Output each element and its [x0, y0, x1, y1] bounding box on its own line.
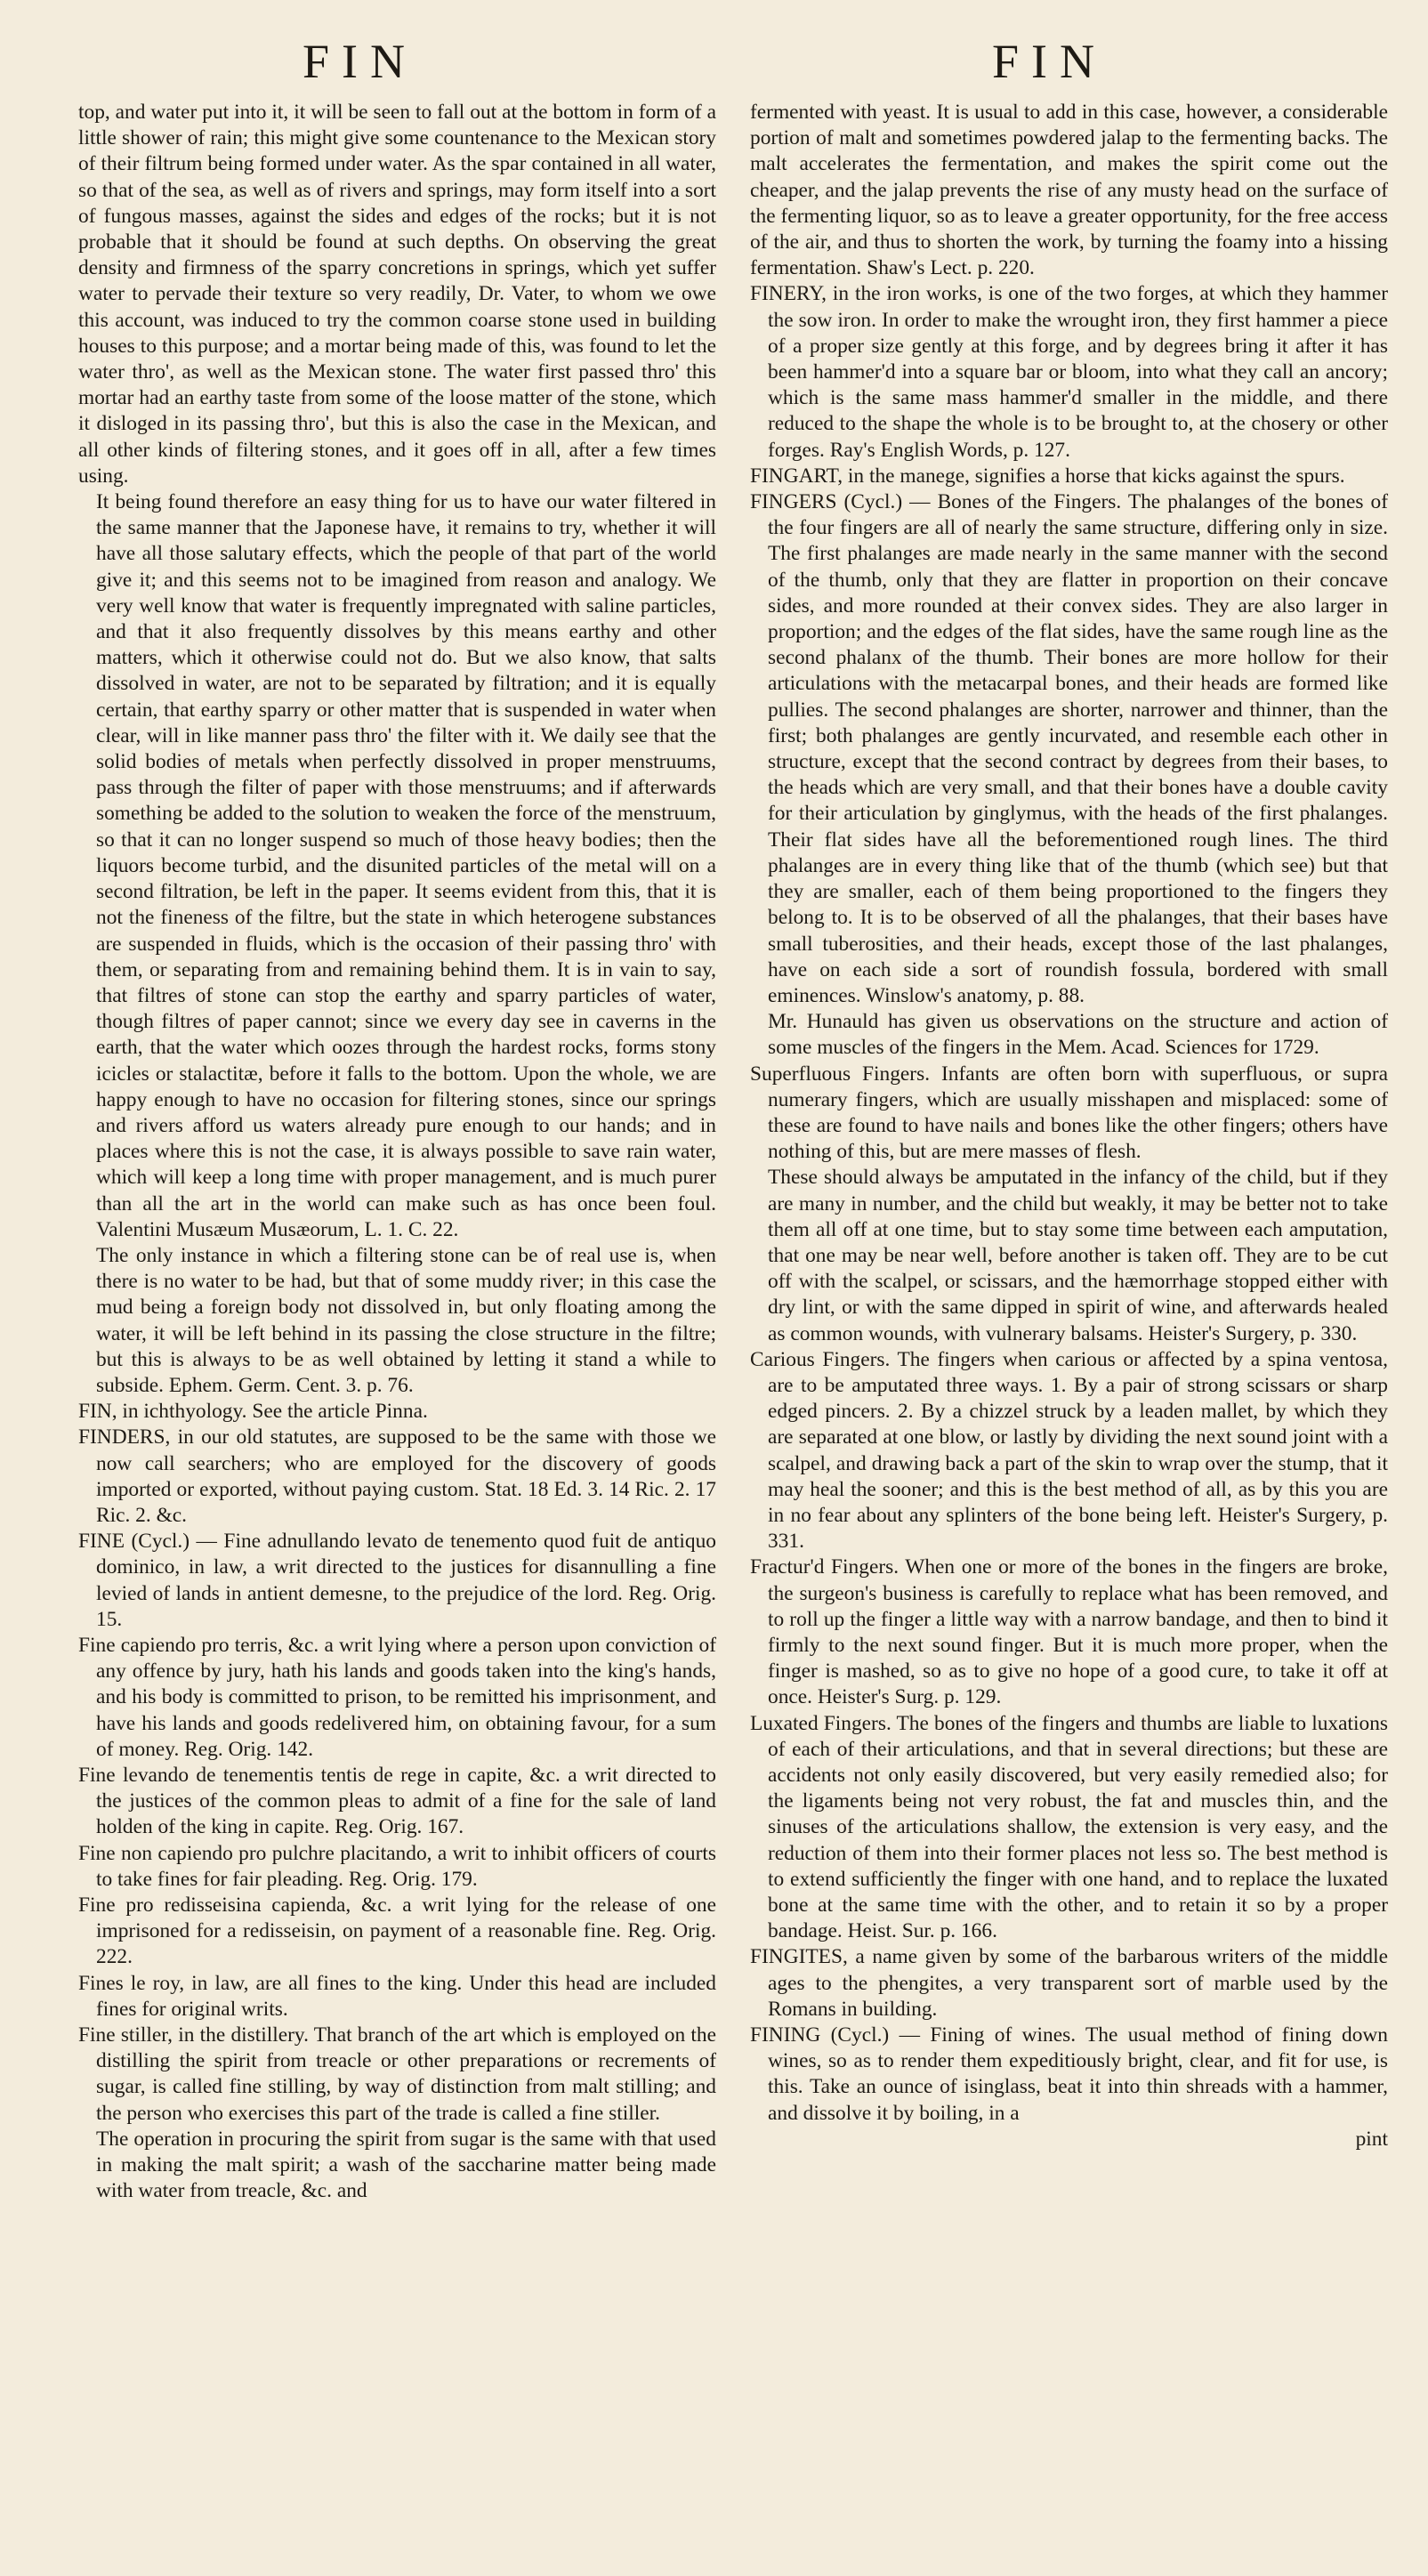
paragraph-entry: Fine stiller, in the distillery. That branch of the art which is employed on the distilling the spirit from treacle or other preparations or recrements of sugar, is called fine stilling, by way of distinction from malt stilling; and the person who exercises this part of the trade is called a fine stiller. [78, 2023, 716, 2125]
paragraph-entry: Fines le roy, in law, are all fines to the king. Under this head are included fines for original writs. [78, 1971, 716, 2021]
running-head-right: FIN [992, 35, 1108, 88]
paragraph-entry: Fine levando de tenementis tentis de rege in capite, &c. a writ directed to the justices of the common pleas to admit of a fine for the sale of land holden of the king in capite. Reg. Orig. 167. [78, 1764, 716, 1839]
paragraph-entry: Fractur'd Fingers. When one or more of the bones in the fingers are broke, the surgeon's business is carefully to replace what has been removed, and to roll up the finger a little way with a narrow bandage, and then to bind it firmly to the next sound finger. But it is much more proper, when the finger is mashed, so as to give no hope of a good cure, to take it off at once. Heister's Surg. p. 129. [750, 1555, 1388, 1709]
paragraph-entry: Fine pro redisseisina capienda, &c. a writ lying for the release of one imprisoned for a redisseisin, on payment of a reasonable fine. Reg. Orig. 222. [78, 1894, 716, 1969]
paragraph-entry: FINGERS (Cycl.) — Bones of the Fingers. The phalanges of the bones of the four fingers are all of nearly the same structure, differing only in size. The first phalanges are made nearly in the same manner with the second of the thumb, only that they are flatter in proportion on their concave sides, and more rounded at their convex sides. They are also larger in proportion; and the edges of the flat sides, have the same rough line as the second phalanx of the thumb. Their bones are more hollow for their articulations with the metacarpal bones, and their heads are formed like pullies. The second phalanges are shorter, narrower and thinner, than the first; both phalanges are gently incurvated, and resemble each other in structure, except that the second contract by degrees from their bases, to the heads which are very small, and that their bones have a double cavity for their articulation by ginglymus, with the heads of the first phalanges. Their flat sides have all the beforementioned rough lines. The third phalanges are in every thing like that of the thumb (which see) but that they are smaller, each of them being proportioned to the fingers they belong to. It is to be observed of all the phalanges, that their bases have small tuberosities, and their heads, except those of the last phalanges, have on each side a sort of roundish fossula, bordered with small eminences. Winslow's anatomy, p. 88. [750, 490, 1388, 1007]
paragraph-entry: Luxated Fingers. The bones of the fingers and thumbs are liable to luxations of each of their articulations, and that in several directions; but these are accidents not only easily discovered, but very easily remedied also; for the ligaments being not very robust, the fat and muscles thin, and the sinuses of the articulations shallow, the extension is very easy, and the reduction of them into their former places not less so. The best method is to extend sufficiently the finger with one hand, and to replace the luxated bone at the same time with the other, and to retain it so by a proper bandage. Heist. Sur. p. 166. [750, 1711, 1388, 1943]
paragraph-para: Mr. Hunauld has given us observations on the structure and action of some muscles of the fingers in the Mem. Acad. Sciences for 1729. [768, 1010, 1388, 1060]
paragraph-para: It being found therefore an easy thing for us to have our water filtered in the same manner that the Japonese have, it remains to try, whether it will have all those salutary effects, which the people of that part of the world give it; and this seems not to be imagined from reason and analogy. We very well know that water is frequently impregnated with saline particles, and that it also frequently dissolves by this means earthy and other matters, which it otherwise could not do. But we also know, that salts dissolved in water, are not to be separated by filtration; and it is equally certain, that earthy sparry or other matter that is suspended in water when clear, will in like manner pass thro' the filter with it. We daily see that the solid bodies of metals when perfectly dissolved in proper menstruums, pass through the filter of paper with those menstruums; and if afterwards something be added to the solution to weaken the force of the menstruum, so that it can no longer suspend so much of those heavy bodies; then the liquors become turbid, and the disunited particles of the metal will on a second filtration, be left in the paper. It seems evident from this, that it is not the fineness of the filtre, but the state in which heterogene substances are suspended in fluids, which is the occasion of their passing thro' with them, or separating from and remaining behind them. It is in vain to say, that filtres of stone can stop the earthy and sparry particles of water, though filtres of paper cannot; since we every day see in caverns in the earth, that the water which oozes through the hardest rocks, forms stony icicles or stalactitæ, before it falls to the bottom. Upon the whole, we are happy enough to have no occasion for filtering stones, since our springs and rivers afford us waters already pure enough to our hands; and in places where this is not the case, it is always possible to save rain water, which will keep a long time with proper management, and is much purer than all the art in the world can make such as has once been foul. Valentini Musæum Musæorum, L. 1. C. 22. [96, 490, 716, 1241]
paragraph-entry: Superfluous Fingers. Infants are often born with superfluous, or supra numerary fingers, which are usually misshapen and misplaced: some of these are found to have nails and bones like the other fingers; others have nothing of this, but are mere masses of flesh. [750, 1062, 1388, 1164]
text-columns [78, 100, 1388, 2204]
paragraph-cont: top, and water put into it, it will be seen to fall out at the bottom in form of a little shower of rain; this might give some countenance to the Mexican story of their filtrum being formed under water. As the spar contained in all water, so that of the sea, as well as of rivers and springs, may form itself into a sort of fungous masses, against the sides and edges of the rocks; but it is not probable that it should be found at such depths. On observing the great density and firmness of the sparry concretions in springs, which yet suffer water to pervade their texture so very readily, Dr. Vater, to whom we owe this account, was induced to try the common coarse stone used in building houses to this purpose; and a mortar being made of this, was found to let the water thro', as well as the Mexican stone. The water first passed thro' this mortar had an earthy taste from some of the loose matter of the stone, which it disloged in its passing thro', but this is also the case in the Mexican, and all other kinds of filtering stones, and it goes off in all, after a few times using. [78, 101, 716, 488]
paragraph-entry: FINE (Cycl.) — Fine adnullando levato de tenemento quod fuit de antiquo dominico, in law, a writ directed to the justices for disannulling a fine levied of lands in antient demesne, to the prejudice of the lord. Reg. Orig. 15. [78, 1530, 716, 1631]
paragraph-entry: FINERY, in the iron works, is one of the two forges, at which they hammer the sow iron. In order to make the wrought iron, they first hammer a piece of a proper size gently at this forge, and by degrees bring it after it has been hammer'd into a square bar or bloom, into what they call an ancory; which is the same mass hammer'd smaller in the middle, and there reduced to the shape the whole is to be brought to, at the chosery or other forges. Ray's English Words, p. 127. [750, 282, 1388, 462]
paragraph-entry: FINING (Cycl.) — Fining of wines. The usual method of fining down wines, so as to render them expeditiously bright, clear, and fit for use, is this. Take an ounce of isinglass, beat it into thin shreads with a hammer, and dissolve it by boiling, in a [750, 2023, 1388, 2125]
running-headers [0, 34, 1428, 96]
paragraph-para: These should always be amputated in the infancy of the child, but if they are many in number, and the child but weakly, it may be better not to take them all off at one time, but to stay some time between each amputation, that one may be near well, before another is taken off. They are to be cut off with the scalpel, or scissars, and the hæmorrhage stopped either with dry lint, or with the same dipped in spirit of wine, and afterwards healed as common wounds, with vulnerary balsams. Heister's Surgery, p. 330. [768, 1166, 1388, 1345]
running-head-left: FIN [303, 35, 418, 88]
paragraph-catch: pint [1355, 2127, 1388, 2151]
paragraph-entry: FIN, in ichthyology. See the article Pinna. [78, 1400, 428, 1424]
paragraph-entry: FINGART, in the manege, signifies a horse that kicks against the spurs. [750, 464, 1345, 488]
paragraph-para: The operation in procuring the spirit from sugar is the same with that used in making the malt spirit; a wash of the saccharine matter being made with water from treacle, &c. and [96, 2127, 716, 2203]
paragraph-entry: Fine non capiendo pro pulchre placitando, a writ to inhibit officers of courts to take fines for fair pleading. Reg. Orig. 179. [78, 1841, 716, 1891]
left-column [78, 100, 716, 2204]
paragraph-entry: Fine capiendo pro terris, &c. a writ lying where a person upon conviction of any offence by jury, hath his lands and goods taken into the king's hands, and his body is committed to prison, to be remitted his imprisonment, and have his lands and goods redelivered him, on obtaining favour, for a sum of money. Reg. Orig. 142. [78, 1633, 716, 1761]
paragraph-entry: FINGITES, a name given by some of the barbarous writers of the middle ages to the phengites, a very transparent sort of marble used by the Romans in building. [750, 1945, 1388, 2021]
paragraph-cont: fermented with yeast. It is usual to add in this case, however, a considerable portion of malt and sometimes powdered jalap to the fermenting backs. The malt accelerates the fermentation, and makes the spirit come out the cheaper, and the jalap prevents the rise of any musty head on the surface of the fermenting liquor, so as to leave a greater opportunity, for the free access of the air, and thus to shorten the work, by turning the foamy into a hissing fermentation. Shaw's Lect. p. 220. [750, 101, 1388, 280]
right-column [750, 100, 1388, 2204]
paragraph-entry: FINDERS, in our old statutes, are supposed to be the same with those we now call searchers; who are employed for the discovery of goods imported or exported, without paying custom. Stat. 18 Ed. 3. 14 Ric. 2. 17 Ric. 2. &c. [78, 1425, 716, 1527]
paragraph-para: The only instance in which a filtering stone can be of real use is, when there is no water to be had, but that of some muddy river; in this case the mud being a foreign body not dissolved in, but only floating among the water, it will be left behind in its passing the close structure in the filtre; but this is always to be as well obtained by letting it stand a while to subside. Ephem. Germ. Cent. 3. p. 76. [96, 1243, 716, 1397]
paragraph-entry: Carious Fingers. The fingers when carious or affected by a spina ventosa, are to be amputated three ways. 1. By a pair of strong scissars or sharp edged pincers. 2. By a chizzel struck by a leaden mallet, by which they are separated at one blow, or lastly by dividing the next sound joint with a scalpel, and drawing back a part of the skin to wrap over the stump, that it may heal the sooner; and this is the best method of all, as by this you are in no fear about any splinters of the bone being left. Heister's Surgery, p. 331. [750, 1347, 1388, 1554]
